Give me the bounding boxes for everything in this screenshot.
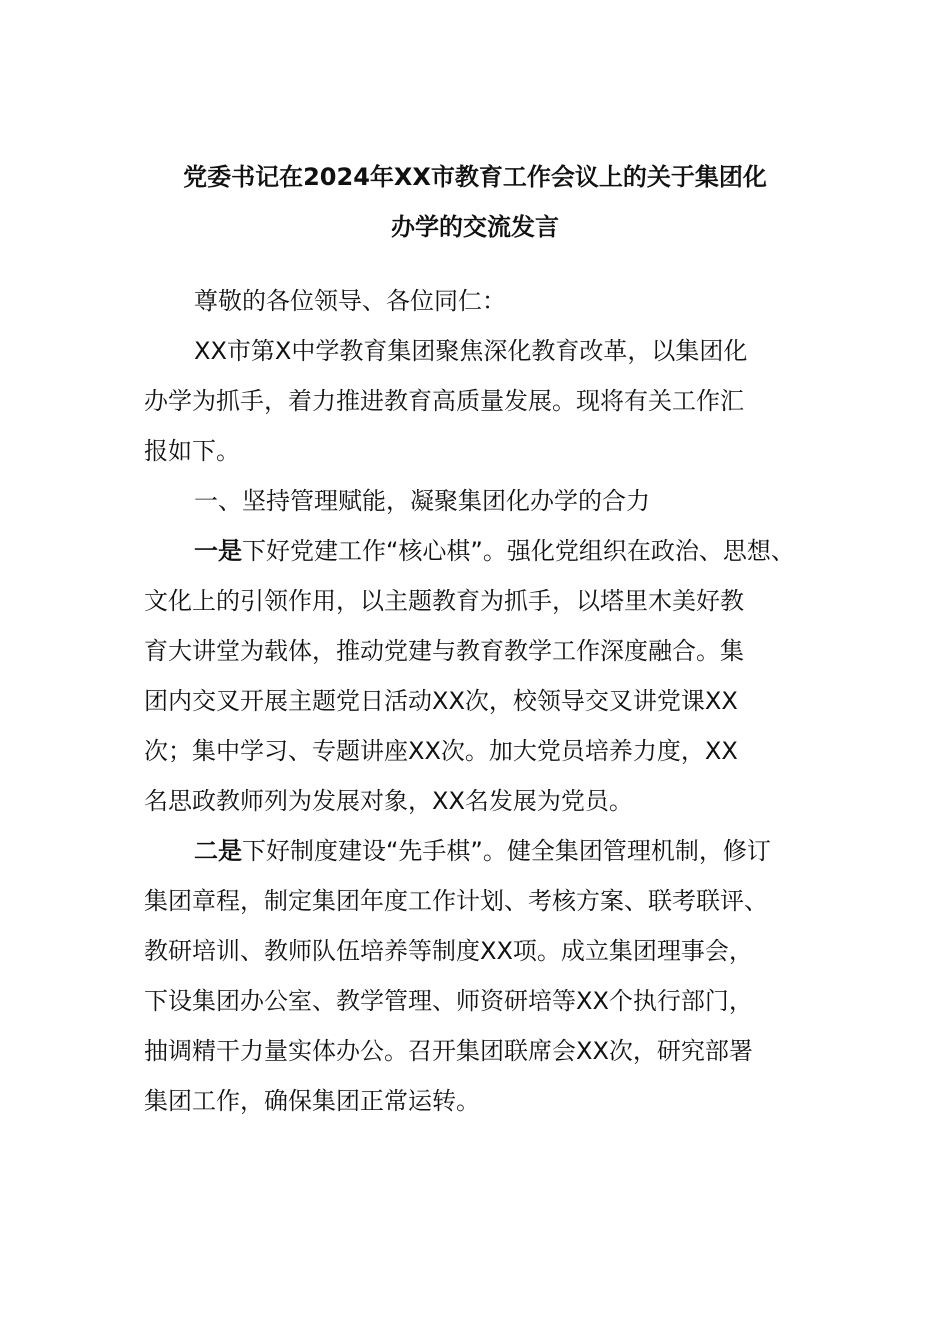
- intro-line-3: 报如下。: [144, 437, 240, 465]
- point-2-first-line: [194, 836, 771, 866]
- intro-line-1: XX市第X中学教育集团聚焦深化教育改革，以集团化: [194, 337, 748, 365]
- point-2-line1-text: 下好制度建设“先手棋”。健全集团管理机制，修订: [242, 837, 771, 865]
- point-2-line-3: 教研培训、教师队伍培养等制度XX项。成立集团理事会，: [144, 937, 753, 965]
- point-1-line-4: 团内交叉开展主题党日活动XX次，校领导交叉讲党课XX: [144, 687, 738, 715]
- point-2-line-4: 下设集团办公室、教学管理、师资研培等XX个执行部门，: [144, 987, 753, 1015]
- point-2-line-6: 集团工作，确保集团正常运转。: [144, 1087, 480, 1115]
- section-heading-1: 一、坚持管理赋能，凝聚集团化办学的合力: [194, 487, 650, 515]
- intro-line-2: 办学为抓手，着力推进教育高质量发展。现将有关工作汇: [144, 387, 744, 415]
- document-title-line-2: 办学的交流发言: [391, 213, 559, 241]
- point-1-lead: 一是: [194, 537, 242, 565]
- point-2-lead: 二是: [194, 837, 242, 865]
- document-title-line-1: 党委书记在2024年XX市教育工作会议上的关于集团化: [183, 163, 767, 191]
- point-1-line1-text: 下好党建工作“核心棋”。强化党组织在政治、思想、: [242, 537, 795, 565]
- point-2-line-2: 集团章程，制定集团年度工作计划、考核方案、联考联评、: [144, 887, 768, 915]
- point-1-line-5: 次；集中学习、专题讲座XX次。加大党员培养力度，XX: [144, 737, 738, 765]
- point-1-line-3: 育大讲堂为载体，推动党建与教育教学工作深度融合。集: [144, 637, 744, 665]
- point-1-line-2: 文化上的引领作用，以主题教育为抓手，以塔里木美好教: [144, 587, 744, 615]
- point-2-line-5: 抽调精干力量实体办公。召开集团联席会XX次，研究部署: [144, 1037, 753, 1065]
- point-1-line-6: 名思政教师列为发展对象，XX名发展为党员。: [144, 787, 633, 815]
- greeting: 尊敬的各位领导、各位同仁：: [194, 287, 506, 315]
- point-1-first-line: [194, 536, 795, 566]
